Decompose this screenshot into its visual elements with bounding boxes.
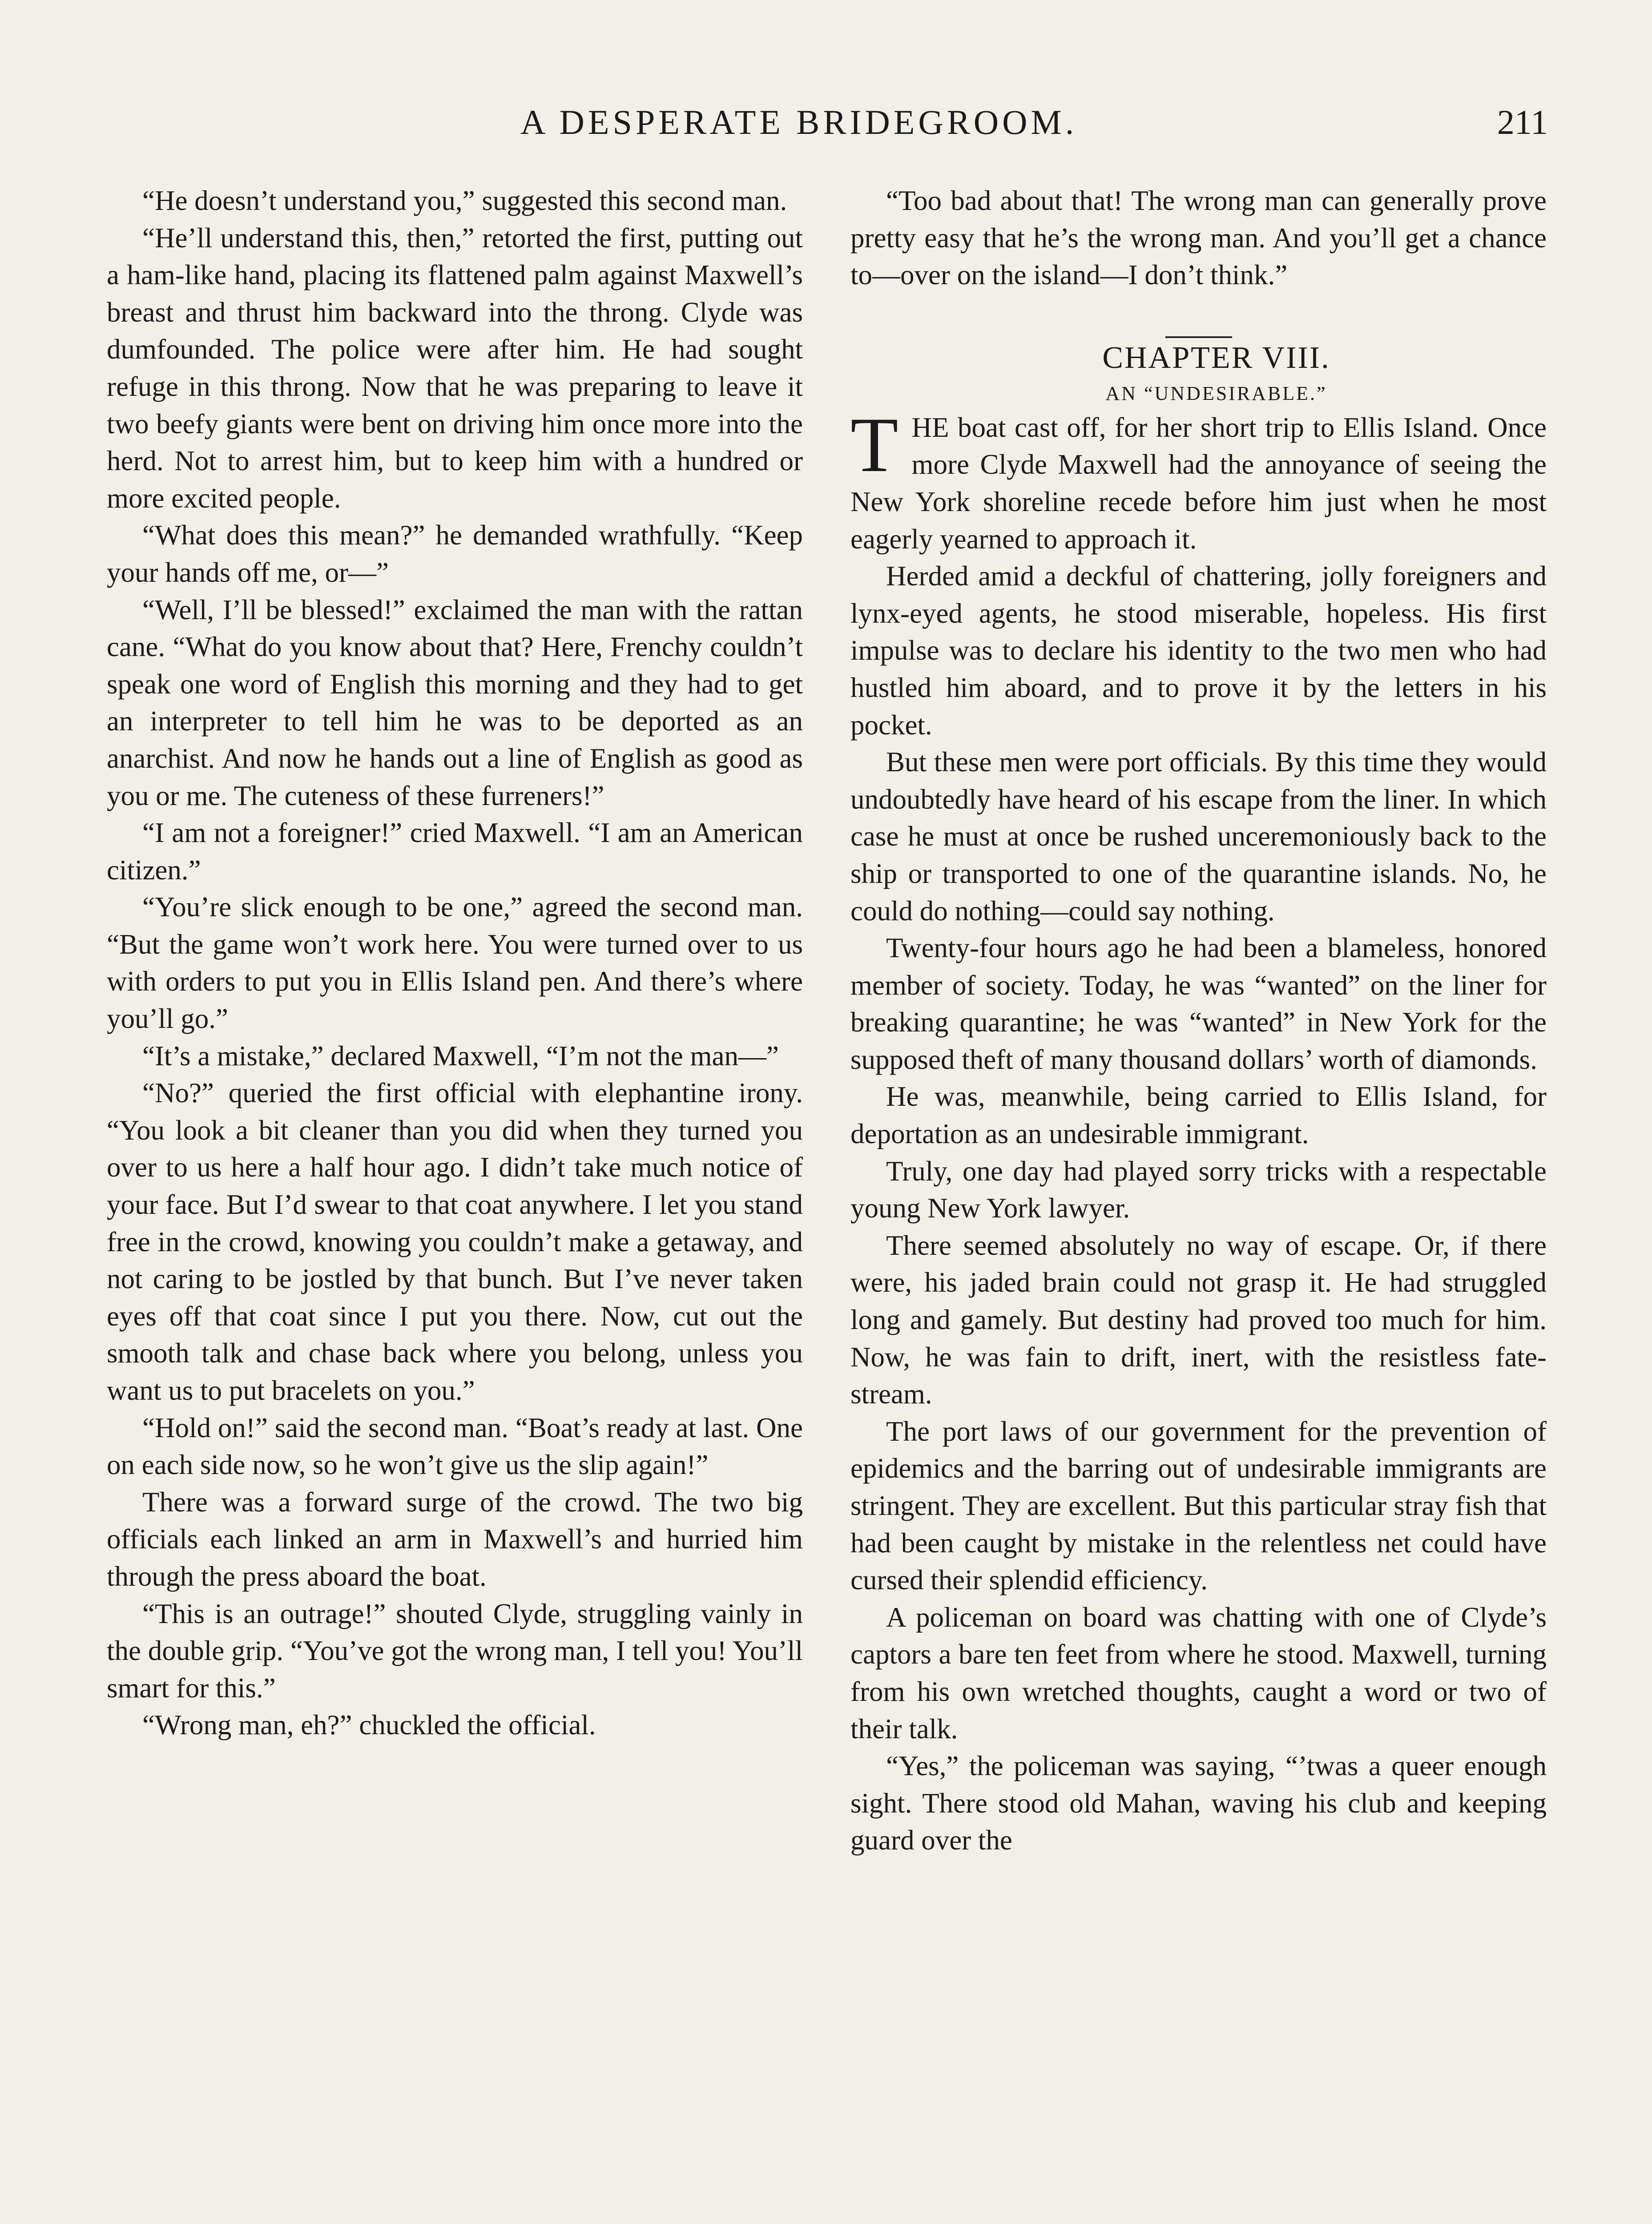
paragraph: “Too bad about that! The wrong man can generally prove pretty easy that he’s the wrong man. And you’ll get a chance to—over on the island—I don’t think.” bbox=[850, 185, 1547, 291]
paragraph: “It’s a mistake,” declared Maxwell, “I’m not the man—” bbox=[142, 1040, 779, 1072]
left-column bbox=[107, 182, 803, 1744]
right-column bbox=[850, 182, 1547, 1859]
chapter-opening-paragraph bbox=[850, 401, 1547, 558]
running-title: A DESPERATE BRIDEGROOM. bbox=[520, 103, 1078, 141]
paragraph: Herded amid a deckful of chattering, jolly foreigners and lynx-eyed agents, he stood miserable, hopeless. His first impulse was to declare his identity to the two men who had hustled him aboard, and to prove it by the letters in his pocket. bbox=[850, 560, 1547, 741]
paragraph: “He’ll understand this, then,” retorted the first, putting out a ham-like hand, placing its flattened palm against Maxwell’s breast and thrust him backward into the throng. Clyde was dumfounded. The police were after him. He had sought refuge in this throng. Now that he was preparing to leave it two beefy giants were bent on driving him once more into the herd. Not to arrest him, but to keep him with a hundred or more excited people. bbox=[107, 222, 803, 514]
paragraph: “Wrong man, eh?” chuckled the official. bbox=[142, 1709, 596, 1741]
paragraph: He was, meanwhile, being carried to Ellis Island, for deportation as an undesirable immigrant. bbox=[850, 1081, 1547, 1150]
paragraph: “Hold on!” said the second man. “Boat’s ready at last. One on each side now, so he won’t give us the slip again!” bbox=[107, 1412, 803, 1481]
paragraph: “Yes,” the policeman was saying, “’twas a queer enough sight. There stood old Mahan, waving his club and keeping guard over the bbox=[850, 1750, 1547, 1856]
chapter-title: CHAPTER VIII. bbox=[1102, 340, 1330, 375]
paragraph: There seemed absolutely no way of escape. Or, if there were, his jaded brain could not grasp it. He had struggled long and gamely. But destiny had proved too much for him. Now, he was fain to drift, inert, with the resistless fate-stream. bbox=[850, 1229, 1547, 1410]
paragraph: “I am not a foreigner!” cried Maxwell. “I am an American citizen.” bbox=[107, 817, 803, 886]
page-header bbox=[0, 96, 1652, 149]
chapter-subtitle: AN “UNDESIRABLE.” bbox=[1105, 382, 1327, 404]
opening-text: HE boat cast off, for her short trip to Ellis Island. Once more Clyde Maxwell had the annoyance of seeing the New York shoreline recede before him just when he most eagerly yearned to approach it. bbox=[850, 411, 1547, 555]
paragraph: There was a forward surge of the crowd. The two big officials each linked an arm in Maxwell’s and hurried him through the press aboard the boat. bbox=[107, 1486, 803, 1592]
drop-cap: T bbox=[850, 401, 899, 488]
paragraph: “What does this mean?” he demanded wrathfully. “Keep your hands off me, or—” bbox=[107, 520, 803, 588]
paragraph: “No?” queried the first official with elephantine irony. “You look a bit cleaner than you did when they turned you over to us here a half hour ago. I didn’t take much notice of your face. But I’d swear to that coat anywhere. I let you stand free in the crowd, knowing you couldn’t make a getaway, and not caring to be jostled by that bunch. But I’ve never taken eyes off that coat since I put you there. Now, cut out the smooth talk and chase back where you belong, unless you want us to put bracelets on you.” bbox=[107, 1077, 803, 1406]
paragraph: A policeman on board was chatting with one of Clyde’s captors a bare ten feet from where he stood. Maxwell, turning from his own wretched thoughts, caught a word or two of their talk. bbox=[850, 1601, 1547, 1745]
page-number: 211 bbox=[1497, 103, 1548, 141]
paragraph: “Well, I’ll be blessed!” exclaimed the man with the rattan cane. “What do you know about that? Here, Frenchy couldn’t speak one word of English this morning and they had to get an interpreter to tell him he was to be deported as an anarchist. And now he hands out a line of English as good as you or me. The cuteness of these furreners!” bbox=[107, 594, 803, 811]
paragraph: “This is an outrage!” shouted Clyde, struggling vainly in the double grip. “You’ve got the wrong man, I tell you! You’ll smart for this.” bbox=[107, 1598, 803, 1704]
paragraph: “He doesn’t understand you,” suggested this second man. bbox=[142, 185, 787, 216]
paragraph: But these men were port officials. By this time they would undoubtedly have heard of his escape from the liner. In which case he must at once be rushed unceremoniously back to the ship or transported to one of the quarantine islands. No, he could do nothing—could say nothing. bbox=[850, 746, 1547, 927]
paragraph: Twenty-four hours ago he had been a blameless, honored member of society. Today, he was “wanted” on the liner for breaking quarantine; he was “wanted” in New York for the supposed theft of many thousand dollars’ worth of diamonds. bbox=[850, 932, 1547, 1075]
paragraph: “You’re slick enough to be one,” agreed the second man. “But the game won’t work here. You were turned over to us with orders to put you in Ellis Island pen. And there’s where you’ll go.” bbox=[107, 891, 803, 1035]
paragraph: The port laws of our government for the prevention of epidemics and the barring out of undesirable immigrants are stringent. They are excellent. But this particular stray fish that had been caught by mistake in the relentless net could have cursed their splendid efficiency. bbox=[850, 1415, 1547, 1596]
paragraph: Truly, one day had played sorry tricks with a respectable young New York lawyer. bbox=[850, 1155, 1547, 1224]
